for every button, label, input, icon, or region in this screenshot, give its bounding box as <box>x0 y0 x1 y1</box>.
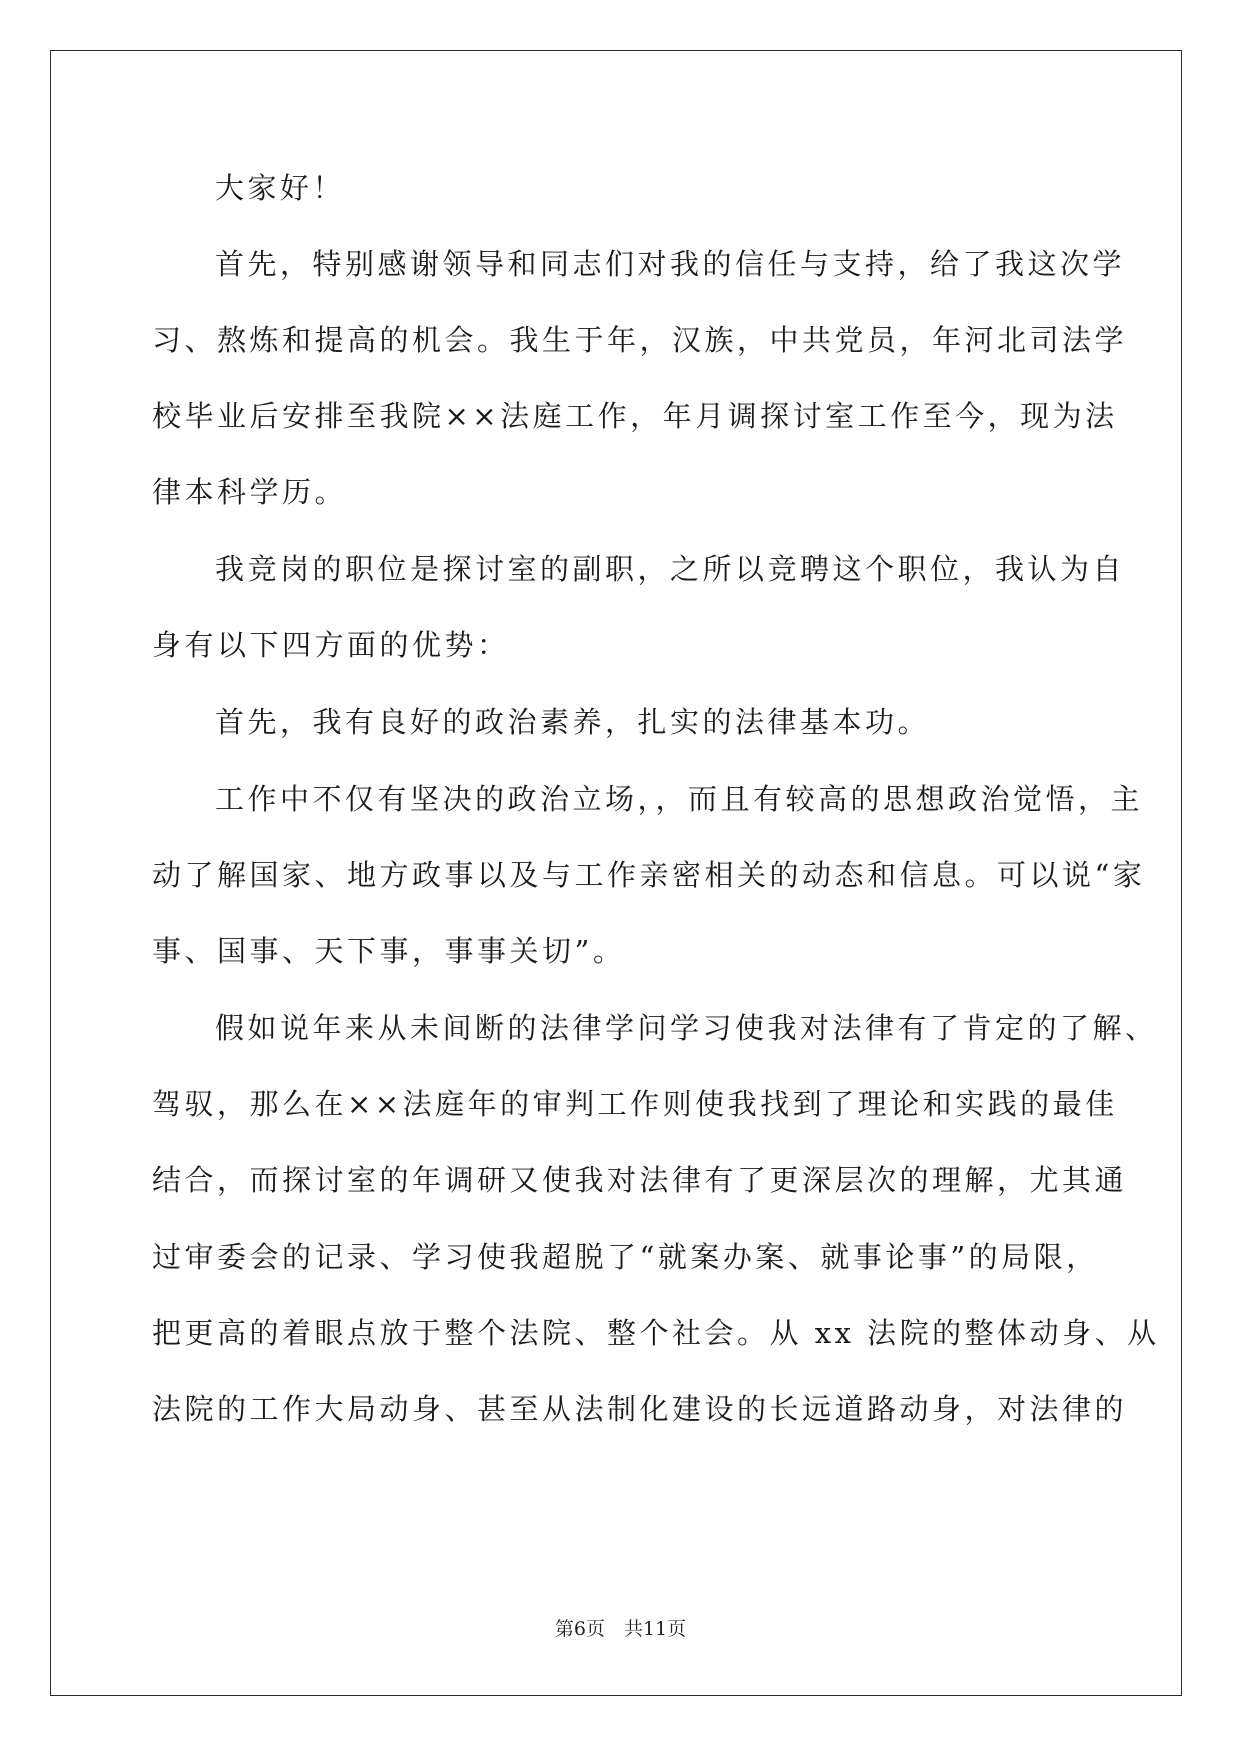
paragraph-5-line-1: 假如说年来从未间断的法律学问学习使我对法律有了肯定的了解、 <box>215 1011 1158 1045</box>
paragraph-1-line-1: 首先，特别感谢领导和同志们对我的信任与支持，给了我这次学 <box>215 247 1126 281</box>
paragraph-5-line-4: 过审委会的记录、学习使我超脱了“就案办案、就事论事”的局限， <box>152 1240 1099 1274</box>
paragraph-3-line-1: 首先，我有良好的政治素养，扎实的法律基本功。 <box>215 705 931 739</box>
paragraph-5-line-2: 驾驭，那么在××法庭年的审判工作则使我找到了理论和实践的最佳 <box>152 1087 1118 1121</box>
paragraph-5-line-5: 把更高的着眼点放于整个法院、整个社会。从 xx 法院的整体动身、从 <box>152 1316 1160 1350</box>
paragraph-5-line-3: 结合，而探讨室的年调研又使我对法律有了更深层次的理解，尤其通 <box>152 1163 1128 1197</box>
greeting-line: 大家好！ <box>215 171 346 205</box>
paragraph-2-line-2: 身有以下四方面的优势： <box>152 628 510 662</box>
paragraph-4-line-1: 工作中不仅有坚决的政治立场，，而且有较高的思想政治觉悟，主 <box>215 782 1144 816</box>
paragraph-1-line-4: 律本科学历。 <box>152 475 348 509</box>
paragraph-1-line-2: 习、熬炼和提高的机会。我生于年，汉族，中共党员，年河北司法学 <box>152 323 1128 357</box>
page-number-footer: 第6页 共11页 <box>554 1618 687 1640</box>
paragraph-1-line-3: 校毕业后安排至我院××法庭工作，年月调探讨室工作至今，现为法 <box>152 399 1118 433</box>
paragraph-5-line-6: 法院的工作大局动身、甚至从法制化建设的长远道路动身，对法律的 <box>152 1392 1128 1426</box>
paragraph-2-line-1: 我竞岗的职位是探讨室的副职，之所以竞聘这个职位，我认为自 <box>215 552 1126 586</box>
paragraph-4-line-2: 动了解国家、地方政事以及与工作亲密相关的动态和信息。可以说“家 <box>152 858 1146 892</box>
paragraph-4-line-3: 事、国事、天下事，事事关切”。 <box>152 934 626 968</box>
